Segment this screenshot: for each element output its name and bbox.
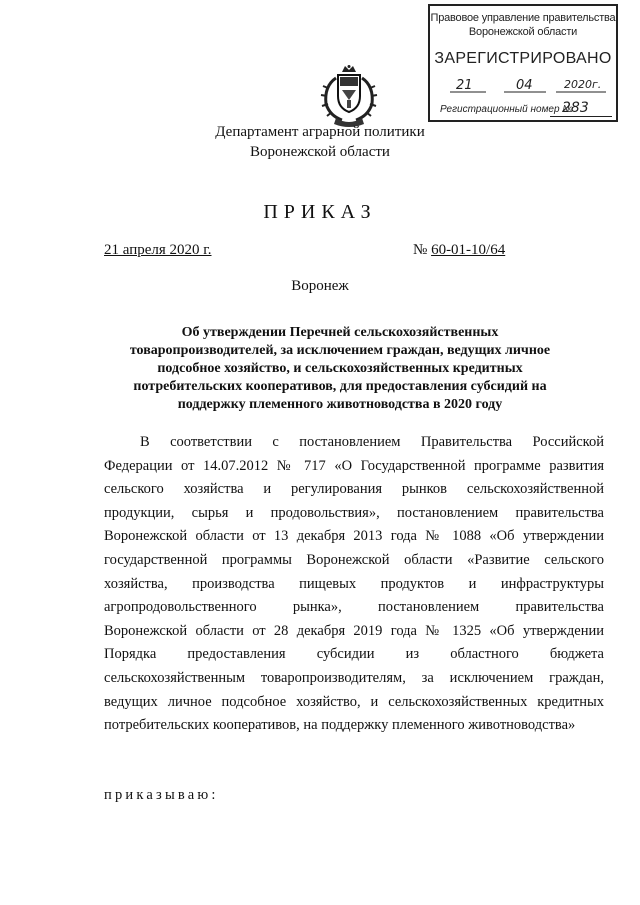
body-line: хозяйства, производства пищевых продуктов и инфраструктуры <box>104 575 604 592</box>
body-line: Воронежской области от 28 декабря 2019 года № 1325 «Об утверждении <box>104 622 604 639</box>
body-line: В соответствии с постановлением Правительства Российской <box>140 434 604 450</box>
registration-stamp <box>428 4 618 122</box>
body-line: продукции, сырья и продовольствия», постановлением правительства <box>104 504 604 521</box>
department-name-line2: Воронежской области <box>250 144 390 160</box>
order-date: 21 апреля 2020 г. <box>104 242 212 258</box>
stamp-day: 21 <box>456 78 473 93</box>
document-title: ПРИКАЗ <box>263 201 377 223</box>
order-number-prefix: № <box>413 242 428 258</box>
stamp-reg-underline <box>550 116 612 117</box>
stamp-status: ЗАРЕГИСТРИРОВАНО <box>434 50 612 67</box>
stamp-reg-label: Регистрационный номер № <box>440 104 574 115</box>
body-line: государственной программы Воронежской области «Развитие сельского <box>104 551 604 568</box>
stamp-month: 04 <box>516 78 533 93</box>
order-number <box>413 242 505 259</box>
stamp-date-underline <box>446 91 611 94</box>
body-line: Порядка предоставления субсидии из областного бюджета <box>104 646 604 663</box>
body-line: агропродовольственного рынка», постановлением правительства <box>104 599 604 616</box>
stamp-year: 2020г. <box>564 78 602 91</box>
stamp-reg-number: 283 <box>562 100 589 116</box>
coat-of-arms-icon <box>318 64 380 128</box>
order-number-value: 60-01-10/64 <box>431 242 506 258</box>
body-line: потребительских кооперативов, на поддержку племенного животноводства» <box>104 717 576 734</box>
body-line: Федерации от 14.07.2012 № 717 «О Государственной программе развития <box>104 457 604 474</box>
body-line: Воронежской области от 13 декабря 2013 года № 1088 «Об утверждении <box>104 528 604 545</box>
body-line: сельского хозяйства и регулирования рынков сельскохозяйственной <box>104 481 604 498</box>
order-directive: приказываю: <box>104 787 219 803</box>
stamp-authority-line1: Правовое управление правительства <box>430 12 616 24</box>
body-paragraph <box>104 431 604 738</box>
order-subject: Об утверждении Перечней сельскохозяйственных товаропроизводителей, за исключением граждан, ведущих личное подсобное хозяйство, и сельскохозяйственных кредитных потребительских кооперативов, для предоставления субсидий на поддержку племенного животноводства в 2020 году <box>129 325 551 412</box>
body-line: сельскохозяйственным товаропроизводителям, за исключением граждан, <box>104 669 604 686</box>
department-name-line1: Департамент аграрной политики <box>215 124 425 140</box>
stamp-authority-line2: Воронежской области <box>468 26 578 38</box>
city: Воронеж <box>291 278 349 294</box>
stamp-date <box>446 78 608 94</box>
body-line: ведущих личное подсобное хозяйство, и сельскохозяйственных кредитных <box>104 693 604 710</box>
